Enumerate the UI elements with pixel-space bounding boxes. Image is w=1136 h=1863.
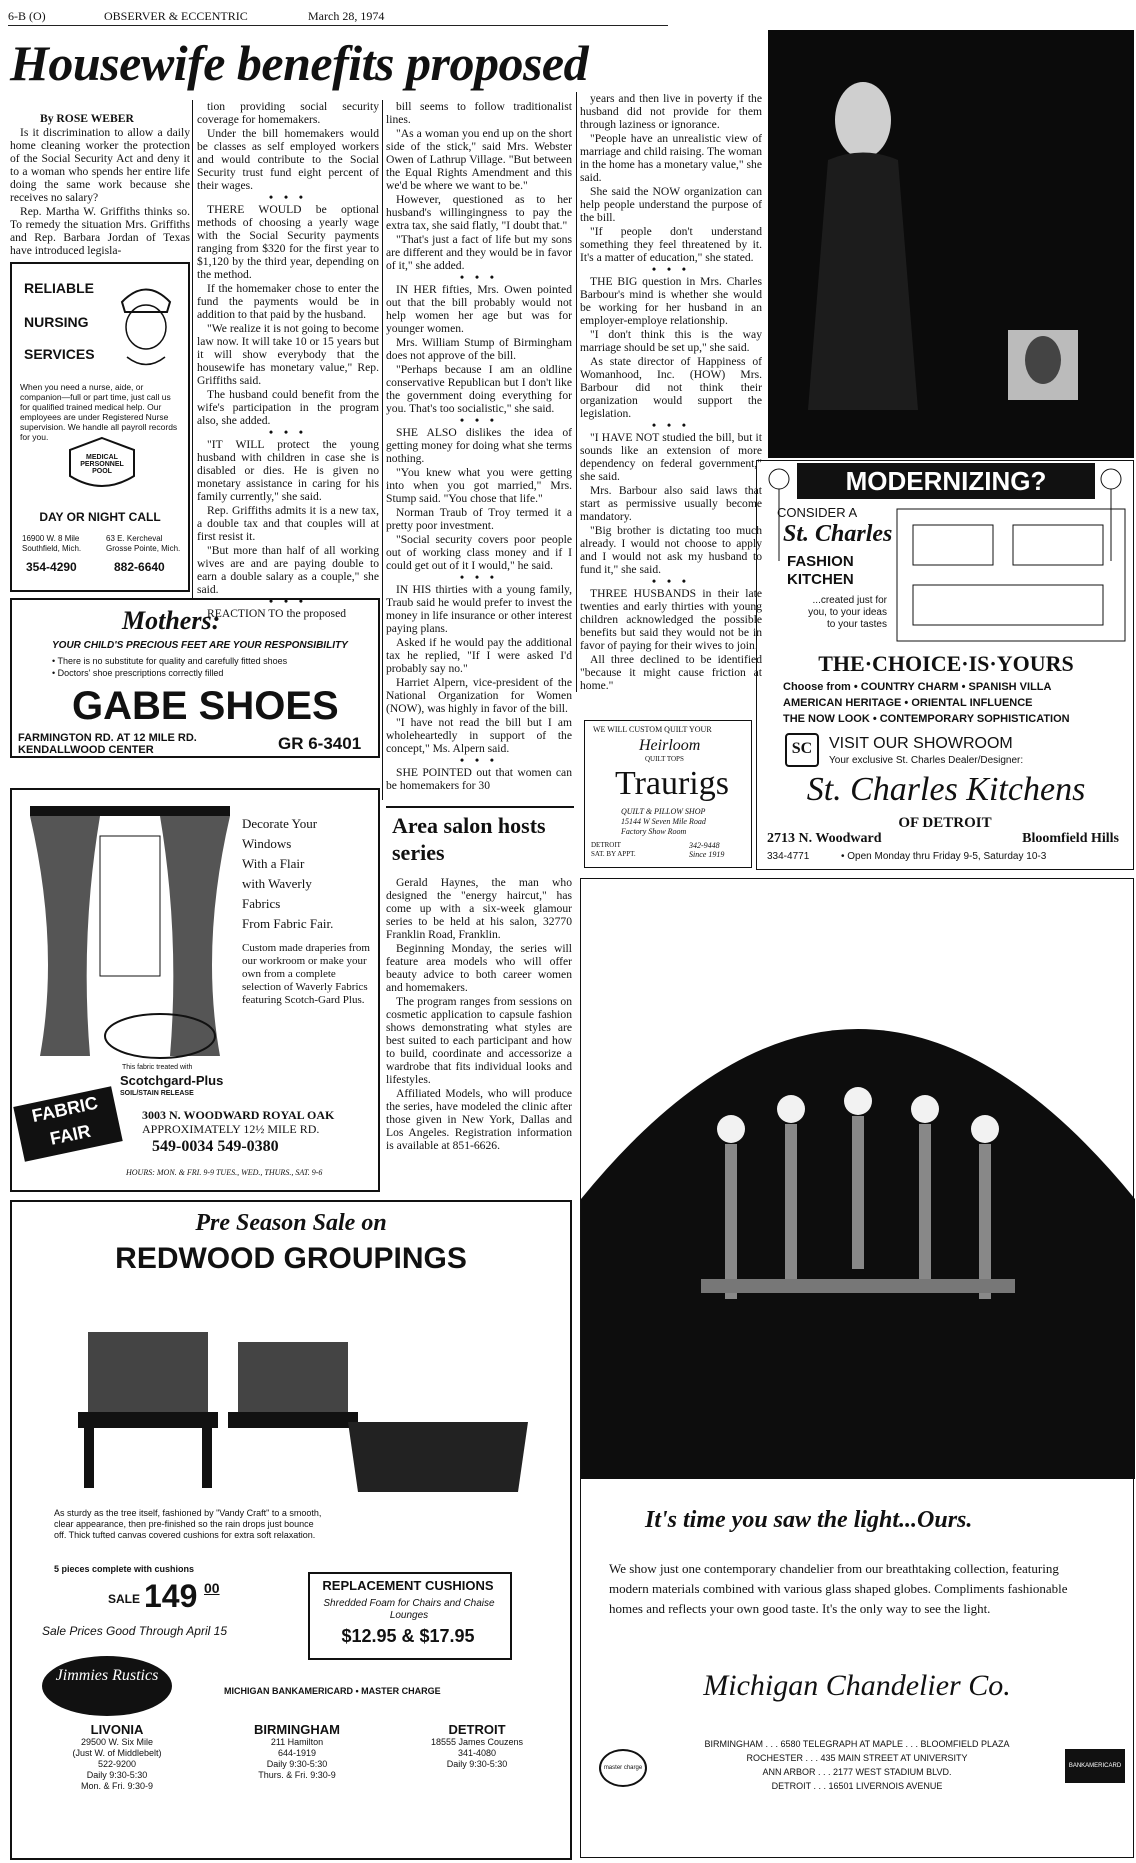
fabric-headline-line: with Waverly — [242, 876, 312, 891]
paragraph: Rep. Martha W. Griffiths thinks so. To remedy the situation Mrs. Griffiths and Rep. Barbara Jordan of Texas have introduced legisla- — [10, 205, 190, 257]
kitchen-illustration — [893, 505, 1129, 645]
redwood-cents: 00 — [204, 1580, 220, 1596]
st-charles-visit: VISIT OUR SHOWROOM — [829, 735, 1013, 752]
paragraph: THREE HUSBANDS in their late twenties and early thirties with young children acknowledged the possible benefits but said they would not be in favor of paying for their wives to join. — [580, 587, 762, 652]
ad-chandelier — [580, 878, 1134, 1858]
nursing-loc2: 63 E. Kercheval Grosse Pointe, Mich. — [106, 534, 181, 553]
store-city: BIRMINGHAM — [254, 1722, 340, 1737]
salon-body — [386, 876, 572, 1186]
rep-title: REPLACEMENT CUSHIONS — [322, 1578, 494, 1593]
redwood-stores — [32, 1722, 552, 1852]
paragraph: "If people don't understand something they feel threatened by it. It's a matter of education," she stated. — [580, 225, 762, 264]
section-break: • • • — [460, 571, 498, 584]
article-col-2 — [197, 100, 379, 620]
fabric-treated: This fabric treated with — [122, 1064, 193, 1071]
traurigs-phone: 342-9448 Since 1919 — [689, 841, 725, 859]
gabe-addr1: FARMINGTON RD. AT 12 MILE RD. — [18, 732, 197, 744]
paragraph: THERE WOULD be optional methods of choosing a yearly wage with the Social Security payments ranging from $320 for the first year to $1,120 by the third year, depending on the method. — [197, 203, 379, 281]
section-break: • • • — [652, 419, 690, 432]
st-charles-created: ...created just for you, to your ideas to your tastes — [808, 595, 887, 630]
paragraph: "That's just a fact of life but my sons are different and they would be in favor of it," she added. — [386, 233, 572, 272]
nursing-line2: NURSING — [24, 314, 89, 330]
st-charles-city: Bloomfield Hills — [1022, 831, 1119, 846]
section-break: • • • — [269, 595, 307, 608]
redwood-sale-label: SALE — [108, 1592, 141, 1606]
paragraph: Beginning Monday, the series will feature area models who will offer beauty advice to both career women and homemakers. — [386, 942, 572, 994]
paragraph: Is it discrimination to allow a daily home cleaning worker the protection of the Social Security Act and deny it to a woman who spends her entire life doing the same work because she receives no salary? — [10, 126, 190, 204]
paragraph: "Big brother is dictating too much already. I would not choose to apply and I would not ask my husband to fund it," she said. — [580, 524, 762, 576]
rep-desc: Shredded Foam for Chairs and Chaise Lounges — [323, 1598, 495, 1621]
paragraph: As state director of Happiness of Womanhood, Inc. (HOW) Mrs. Barbour did not think their organization would support the legislation. — [580, 355, 762, 420]
paragraph: "You knew what you were getting into when you got married," Mrs. Stump said. "You chose that life." — [386, 466, 572, 505]
master-charge-badge: master charge — [599, 1749, 647, 1787]
redwood-pieces: 5 pieces complete with cushions — [54, 1564, 195, 1574]
article-headline: Housewife benefits proposed — [10, 35, 589, 91]
fabric-headline-line: With a Flair — [242, 856, 305, 871]
chandelier-script: It's time you saw the light...Ours. — [645, 1507, 973, 1533]
st-charles-consider: CONSIDER A — [777, 505, 858, 520]
paper-name: OBSERVER & ECCENTRIC — [104, 9, 248, 23]
redwood-cards: MICHIGAN BANKAMERICARD • MASTER CHARGE — [224, 1686, 441, 1696]
paragraph: "People have an unrealistic view of marriage and child raising. The woman in the home has a monetary value," she said. — [580, 132, 763, 184]
traurigs-name: Traurigs — [615, 765, 729, 802]
section-break: • • • — [269, 426, 307, 439]
fabric-headline-line: From Fabric Fair. — [242, 916, 334, 931]
redwood-good-through: Sale Prices Good Through April 15 — [42, 1624, 227, 1638]
ad-st-charles — [756, 460, 1134, 870]
paragraph: "We realize it is not going to become law now. It will take 10 or 15 years but it will show everybody that the housewife has monetary value," Rep. Griffiths said. — [197, 322, 379, 387]
paragraph: Affiliated Models, who will produce the series, have modeled the clinic after those given in New York, Dallas and Los Angeles. Registration information is available at 851-6626. — [386, 1087, 572, 1152]
st-charles-emblem: SC — [785, 733, 819, 767]
ad-gabe-shoes — [10, 595, 380, 758]
section-break: • • • — [460, 414, 498, 427]
fabric-fair-logo: FABRIC FAIR — [13, 1086, 122, 1162]
section-break: • • • — [652, 263, 690, 276]
byline: By ROSE WEBER — [40, 112, 134, 125]
nursing-body: When you need a nurse, aide, or companion—full or part time, just call us for qualified trained medical help. Our employees are under Registered Nurse supervision. We handle all payroll records for you. — [20, 382, 178, 442]
redwood-price: 149 — [144, 1578, 198, 1614]
paragraph: She said the NOW organization can help people understand the purpose of the bill. — [580, 185, 762, 224]
seal-text: MEDICAL PERSONNEL POOL — [80, 454, 124, 475]
traurigs-quilt-tops: QUILT TOPS — [645, 755, 684, 763]
fabric-body: Custom made draperies from our workroom or make your own from a complete selection of Waverly Fabrics featuring Scotch-Gard Plus. — [242, 942, 370, 1006]
store-city: LIVONIA — [90, 1722, 144, 1737]
ad-fabric-fair — [10, 788, 380, 1192]
paragraph: "I don't think this is the way marriage should be set up," she said. — [580, 328, 762, 354]
paragraph: "Perhaps because I am an oldline conservative Republican but I don't like the government doing everything for you. That's too socialistic," she said. — [386, 363, 572, 415]
paragraph: IN HIS thirties with a young family, Traub said he would prefer to invest the money in life insurance or other interest paying plans. — [386, 583, 572, 635]
paragraph: The program ranges from sessions on cosmetic application to capsule fashion shows demonstrating what styles are best suited to each participant and how to build, coordinate and accessorize a wardrobe that fits individual looks and lifestyles. — [386, 995, 572, 1086]
paragraph: REACTION TO the proposed — [207, 607, 347, 620]
paragraph: Mrs. William Stump of Birmingham does not approve of the bill. — [386, 336, 572, 362]
paragraph: "I HAVE NOT studied the bill, but it sounds like an extension of more dependency on federal government," she said. — [580, 431, 762, 483]
rep-price: $12.95 & $17.95 — [341, 1626, 475, 1646]
st-charles-choice: THE·CHOICE·IS·YOURS — [818, 651, 1074, 676]
nurse-illustration — [107, 272, 185, 372]
redwood-title: REDWOOD GROUPINGS — [115, 1242, 467, 1275]
column-rule — [192, 100, 193, 600]
gabe-tagline: YOUR CHILD'S PRECIOUS FEET ARE YOUR RESPONSIBILITY — [52, 640, 348, 651]
portrait-image — [768, 30, 1134, 458]
paragraph: SHE ALSO dislikes the idea of getting money for doing what she terms nothing. — [386, 426, 572, 465]
gabe-name: GABE SHOES — [72, 684, 339, 728]
chandelier-loc-3: ANN ARBOR . . . 2177 WEST STADIUM BLVD. — [762, 1767, 952, 1777]
st-charles-fashion: FASHION — [787, 553, 854, 570]
store-info: 211 Hamilton 644-1919 Daily 9:30-5:30 Thurs. & Fri. 9:30-9 — [258, 1737, 336, 1780]
salon-rule — [386, 806, 574, 808]
gabe-bullet-1: • There is no substitute for quality and carefully fitted shoes — [52, 656, 288, 666]
masthead — [8, 6, 668, 26]
nursing-line1: RELIABLE — [24, 280, 94, 296]
st-charles-choose-2: AMERICAN HERITAGE • ORIENTAL INFLUENCE — [783, 697, 1033, 709]
scotchgard-logo: Scotchgard-Plus — [120, 1073, 224, 1088]
article-col-4 — [580, 92, 762, 714]
photo-portrait — [768, 30, 1134, 458]
chandelier-loc-2: ROCHESTER . . . 435 MAIN STREET AT UNIVERSITY — [746, 1753, 968, 1763]
chandelier-loc-4: DETROIT . . . 16501 LIVERNOIS AVENUE — [771, 1781, 943, 1791]
fabric-phones: 549-0034 549-0380 — [152, 1138, 279, 1155]
section-break: • • • — [652, 575, 690, 588]
ad-nursing — [10, 262, 190, 592]
st-charles-hours: • Open Monday thru Friday 9-5, Saturday 10-3 — [841, 851, 1047, 862]
store-info: 29500 W. Six Mile (Just W. of Middlebelt) 522-9200 Daily 9:30-5:30 Mon. & Fri. 9:30-9 — [72, 1737, 162, 1791]
bankamericard-badge: BANKAMERICARD — [1065, 1749, 1125, 1783]
paragraph: IN HER fifties, Mrs. Owen pointed out that the bill probably would not help women her age but was for younger women. — [386, 283, 572, 335]
paragraph: years and then live in poverty if the husband did not provide for them through laziness or ignorance. — [580, 92, 762, 131]
section-break: • • • — [460, 754, 498, 767]
nursing-tagline: DAY OR NIGHT CALL — [39, 510, 161, 524]
paragraph: "But more than half of all working wives are and are paying double to earn a double salary as a couple," she said. — [197, 544, 379, 596]
chandelier-loc-1: BIRMINGHAM . . . 6580 TELEGRAPH AT MAPLE . . . BLOOMFIELD PLAZA — [704, 1739, 1010, 1749]
traurigs-sub: QUILT & PILLOW SHOP 15144 W Seven Mile Road Factory Show Room — [621, 807, 706, 836]
paragraph: All three declined to be identified "because it might cause friction at home." — [580, 653, 762, 692]
fabric-headline-line: Windows — [242, 836, 292, 851]
paragraph: Harriet Alpern, vice-president of the National Organization for Women (NOW), was highly in favor of the bill. — [386, 676, 572, 715]
paragraph: Mrs. Barbour also said laws that start as permissive usually become mandatory. — [580, 484, 762, 523]
paragraph: However, questioned as to her husband's willingingness to pay the extra tax, she said flatly, "I doubt that." — [386, 193, 572, 232]
fabric-approx: APPROXIMATELY 12½ MILE RD. — [142, 1122, 320, 1136]
paragraph: bill seems to follow traditionalist lines. — [386, 100, 572, 126]
store-location — [32, 1722, 202, 1792]
chandelier-photo — [581, 879, 1135, 1479]
column-rule — [382, 100, 383, 800]
replacement-cushions-box — [308, 1572, 512, 1660]
traurigs-top: WE WILL CUSTOM QUILT YOUR — [593, 725, 712, 734]
fabric-headline — [242, 814, 372, 934]
redwood-script: Pre Season Sale on — [195, 1210, 387, 1236]
traurigs-heirloom: Heirloom — [639, 737, 701, 754]
fabric-headline-line: Fabrics — [242, 896, 281, 911]
st-charles-dealer: Your exclusive St. Charles Dealer/Designer: — [829, 755, 1024, 766]
st-charles-name: St. Charles Kitchens — [806, 771, 1086, 808]
store-city: DETROIT — [448, 1722, 506, 1737]
st-charles-of: OF DETROIT — [898, 815, 992, 831]
nursing-line3: SERVICES — [24, 346, 95, 362]
ad-redwood — [10, 1200, 572, 1860]
store-info: 18555 James Couzens 341-4080 Daily 9:30-5:30 — [430, 1737, 524, 1769]
store-location — [212, 1722, 382, 1781]
article-col-1 — [10, 112, 190, 257]
paragraph: If the homemaker chose to enter the fund the payments would be in addition to that paid by the husband. — [197, 282, 379, 321]
paragraph: THE BIG question in Mrs. Charles Barbour's mind is whether she would be working for her husband in an employer-employe relationship. — [580, 275, 762, 327]
nursing-phone2: 882-6640 — [114, 560, 165, 574]
redwood-desc: As sturdy as the tree itself, fashioned by "Vandy Craft" to a smooth, clear appearance, then pre-finished so the rain drops just bounce off. Thick tufted canvas covered cushions for extra soft relaxation. — [54, 1508, 322, 1540]
st-charles-title: MODERNIZING? — [797, 463, 1095, 499]
ad-traurigs — [584, 720, 752, 868]
paragraph: The husband could benefit from the wife's participation in the program also, she added. — [197, 388, 379, 427]
paragraph: tion providing social security coverage for homemakers. — [197, 100, 379, 126]
traurigs-detroit: DETROIT SAT. BY APPT. — [591, 841, 636, 858]
page-number: 6-B (O) — [8, 9, 46, 23]
chandelier-logo: Michigan Chandelier Co. — [703, 1669, 1011, 1702]
gabe-bullet-2: • Doctors' shoe prescriptions correctly filled — [52, 668, 224, 678]
jimmies-logo: Jimmies Rustics — [42, 1656, 172, 1716]
section-break: • • • — [269, 191, 307, 204]
paragraph: "As a woman you end up on the short side of the stick," said Mrs. Webster Owen of Lathrup Village. "But between the Equal Rights Amendment and this we'd be where we want to be." — [386, 127, 572, 192]
store-location — [392, 1722, 562, 1770]
paragraph: "I have not read the bill but I am wholeheartedly in support of the concept," Ms. Alpern said. — [386, 716, 572, 755]
article-col-3 — [386, 100, 572, 800]
nursing-loc1: 16900 W. 8 Mile Southfield, Mich. — [22, 534, 82, 553]
col1-text — [10, 126, 190, 257]
column-rule — [576, 92, 577, 692]
st-charles-phone: 334-4771 — [767, 851, 810, 862]
paragraph: "IT WILL protect the young husband with children in case she is disabled or dies. He is given no monetary assistance in caring for his family currently," she said. — [197, 438, 379, 503]
st-charles-addr: 2713 N. Woodward — [767, 831, 882, 846]
salon-headline: Area salon hosts series — [392, 813, 546, 865]
paragraph: Under the bill homemakers would be classes as self employed workers and would contribute to the Social Security trust fund eight percent of their wages. — [197, 127, 379, 192]
soil-release: SOIL/STAIN RELEASE — [120, 1090, 194, 1097]
paragraph: Rep. Griffiths admits it is a new tax, a double tax and that couples will at first resist it. — [197, 504, 379, 543]
paragraph: Norman Traub of Troy termed it a pretty poor investment. — [386, 506, 572, 532]
fabric-headline-line: Decorate Your — [242, 816, 318, 831]
issue-date: March 28, 1974 — [308, 9, 385, 23]
chandelier-body: We show just one contemporary chandelier from our breathtaking collection, featuring modern materials combined with various glass shaped globes. Compliments fashionable homes and reflects your own good taste. It's the only way to see the light. — [609, 1561, 1068, 1616]
paragraph: Gerald Haynes, the man who designed the "energy haircut," has come up with a six-week glamour series to be held at his salon, 32770 Franklin Road, Franklin. — [386, 876, 572, 941]
fabric-addr: 3003 N. WOODWARD ROYAL OAK — [142, 1108, 335, 1122]
st-charles-choose-3: THE NOW LOOK • CONTEMPORARY SOPHISTICATION — [783, 713, 1070, 725]
gabe-addr2: KENDALLWOOD CENTER — [18, 744, 154, 756]
st-charles-script: St. Charles — [783, 521, 893, 547]
redwood-furniture-illustration — [48, 1292, 548, 1502]
fabric-hours: HOURS: MON. & FRI. 9-9 TUES., WED., THURS., SAT. 9-6 — [126, 1168, 323, 1177]
paragraph: SHE POINTED out that women can be homemakers for 30 — [386, 766, 572, 792]
nursing-phone1: 354-4290 — [26, 560, 77, 574]
st-charles-kitchen: KITCHEN — [787, 571, 854, 588]
gabe-script: Mothers: — [122, 606, 221, 635]
drapery-illustration — [20, 796, 240, 1066]
st-charles-choose-1: Choose from • COUNTRY CHARM • SPANISH VILLA — [783, 681, 1052, 693]
paragraph: Asked if he would pay the additional tax he replied, "If I were asked I'd probably say no." — [386, 636, 572, 675]
section-break: • • • — [460, 271, 498, 284]
gabe-phone: GR 6-3401 — [278, 734, 362, 753]
paragraph: "Social security covers poor people out of working class money and if I could get out of it I would," he said. — [386, 533, 572, 572]
